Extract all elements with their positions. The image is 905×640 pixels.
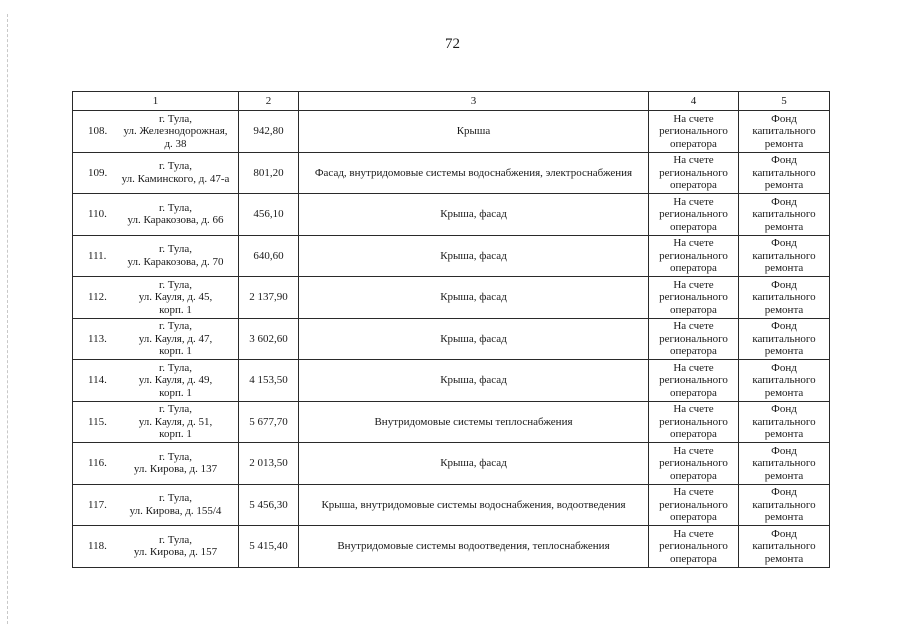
address-line: г. Тула, — [158, 243, 193, 256]
fund-source-line: ремонта — [764, 137, 804, 150]
account-owner-cell — [649, 318, 739, 360]
column-header: 5 — [739, 92, 830, 111]
work-type-cell: Крыша, фасад — [299, 360, 649, 402]
repair-schedule-table — [72, 91, 830, 568]
account-owner-line: оператора — [670, 345, 717, 357]
work-type-cell: Крыша, фасад — [299, 277, 649, 319]
fund-source-cell — [739, 277, 830, 319]
account-owner-line: оператора — [670, 511, 717, 523]
area-cell: 640,60 — [239, 235, 299, 277]
address-cell — [73, 277, 239, 319]
account-owner-line: На счете — [673, 403, 714, 415]
account-owner-line: оператора — [670, 469, 717, 482]
address-lines — [115, 362, 236, 400]
account-owner-line: регионального — [659, 540, 728, 552]
address-line: г. Тула, — [158, 403, 193, 415]
address-line: г. Тула, — [158, 492, 193, 505]
address-line: г. Тула, — [158, 533, 193, 546]
account-owner-line: оператора — [670, 220, 717, 233]
address-line: ул. Железнодорожная, — [123, 125, 228, 137]
address-line: ул. Кауля, д. 47, — [138, 332, 213, 345]
fund-source-line: Фонд — [771, 444, 797, 457]
work-type-cell: Крыша, фасад — [299, 194, 649, 236]
address-line: д. 38 — [164, 137, 187, 150]
row-number: 110. — [88, 208, 107, 220]
address-lines — [115, 279, 236, 317]
table-row — [73, 194, 830, 236]
address-cell — [73, 360, 239, 402]
address-cell — [73, 443, 239, 485]
fund-source-cell — [739, 111, 830, 153]
address-line: г. Тула, — [158, 361, 193, 374]
address-line: г. Тула, — [158, 320, 193, 332]
fund-source-line: Фонд — [771, 403, 797, 415]
account-owner-line: регионального — [659, 457, 728, 469]
fund-source-line: капитального — [752, 291, 816, 303]
table-row — [73, 152, 830, 194]
address-line: ул. Кауля, д. 45, — [138, 291, 213, 303]
fund-source-line: ремонта — [764, 220, 804, 233]
fund-source-line: Фонд — [771, 361, 797, 374]
area-cell: 456,10 — [239, 194, 299, 236]
account-owner-line: оператора — [670, 386, 717, 399]
fund-source-line: Фонд — [771, 320, 797, 332]
account-owner-line: регионального — [659, 332, 728, 345]
row-number: 108. — [88, 125, 108, 137]
column-header: 2 — [239, 92, 299, 111]
account-owner-cell — [649, 484, 739, 526]
address-cell — [73, 111, 239, 153]
fund-source-line: ремонта — [764, 428, 804, 440]
row-number: 115. — [88, 415, 107, 428]
account-owner-line: оператора — [670, 428, 717, 440]
address-cell — [73, 526, 239, 568]
table-row — [73, 360, 830, 402]
column-header: 3 — [299, 92, 649, 111]
address-line: ул. Кирова, д. 157 — [133, 546, 218, 559]
work-type-cell: Фасад, внутридомовые системы водоснабжения, электроснабжения — [299, 152, 649, 194]
row-number: 117. — [88, 498, 107, 511]
work-type-cell: Внутридомовые системы теплоснабжения — [299, 401, 649, 443]
address-line: корп. 1 — [159, 386, 192, 399]
fund-source-line: ремонта — [764, 303, 804, 316]
address-lines — [115, 492, 236, 517]
fund-source-cell — [739, 401, 830, 443]
fund-source-cell — [739, 526, 830, 568]
account-owner-cell — [649, 277, 739, 319]
address-line: корп. 1 — [159, 303, 192, 316]
work-type-cell: Крыша, фасад — [299, 235, 649, 277]
account-owner-cell — [649, 194, 739, 236]
account-owner-line: регионального — [659, 166, 728, 179]
fund-source-line: Фонд — [771, 154, 797, 166]
fund-source-line: Фонд — [771, 527, 797, 540]
account-owner-line: На счете — [673, 361, 714, 374]
fund-source-line: ремонта — [764, 262, 804, 274]
account-owner-line: регионального — [659, 125, 728, 137]
area-cell: 2 137,90 — [239, 277, 299, 319]
address-lines — [115, 160, 236, 185]
account-owner-line: оператора — [670, 179, 717, 191]
address-cell — [73, 194, 239, 236]
fund-source-line: Фонд — [771, 237, 797, 249]
account-owner-line: На счете — [673, 527, 714, 540]
work-type-cell: Крыша, внутридомовые системы водоснабжения, водоотведения — [299, 484, 649, 526]
address-cell — [73, 152, 239, 194]
account-owner-line: регионального — [659, 291, 728, 303]
address-lines — [115, 202, 236, 227]
account-owner-line: На счете — [673, 195, 714, 208]
work-type-cell: Внутридомовые системы водоотведения, теплоснабжения — [299, 526, 649, 568]
account-owner-line: оператора — [670, 303, 717, 316]
account-owner-cell — [649, 401, 739, 443]
account-owner-line: оператора — [670, 262, 717, 274]
fund-source-line: ремонта — [764, 511, 804, 523]
fund-source-line: капитального — [752, 540, 816, 552]
fund-source-cell — [739, 235, 830, 277]
fund-source-line: Фонд — [771, 112, 797, 125]
address-line: ул. Кирова, д. 155/4 — [129, 504, 222, 517]
account-owner-line: На счете — [673, 154, 714, 166]
table-row — [73, 318, 830, 360]
fund-source-line: капитального — [752, 249, 816, 262]
account-owner-line: регионального — [659, 249, 728, 262]
address-cell — [73, 401, 239, 443]
table-row — [73, 401, 830, 443]
account-owner-line: регионального — [659, 415, 728, 428]
fund-source-line: капитального — [752, 374, 816, 386]
address-line: ул. Кирова, д. 137 — [133, 463, 218, 476]
address-lines — [115, 320, 236, 358]
fund-source-line: капитального — [752, 415, 816, 428]
table-row — [73, 277, 830, 319]
account-owner-line: На счете — [673, 444, 714, 457]
area-cell: 5 677,70 — [239, 401, 299, 443]
address-line: ул. Кауля, д. 49, — [138, 374, 213, 386]
address-cell — [73, 484, 239, 526]
area-cell: 3 602,60 — [239, 318, 299, 360]
table-body — [73, 111, 830, 568]
account-owner-line: регионального — [659, 374, 728, 386]
table-row — [73, 111, 830, 153]
account-owner-line: На счете — [673, 486, 714, 498]
address-cell — [73, 235, 239, 277]
fund-source-line: капитального — [752, 166, 816, 179]
fund-source-line: капитального — [752, 125, 816, 137]
area-cell: 5 415,40 — [239, 526, 299, 568]
table-header — [73, 92, 830, 111]
account-owner-line: На счете — [673, 237, 714, 249]
fund-source-line: ремонта — [764, 345, 804, 357]
account-owner-line: На счете — [673, 278, 714, 291]
address-line: ул. Кауля, д. 51, — [138, 415, 213, 428]
address-lines — [115, 403, 236, 441]
account-owner-cell — [649, 152, 739, 194]
address-lines — [115, 451, 236, 476]
address-line: г. Тула, — [158, 450, 193, 463]
address-line: ул. Каракозова, д. 70 — [127, 255, 224, 268]
fund-source-line: капитального — [752, 332, 816, 345]
fund-source-line: ремонта — [764, 179, 804, 191]
fund-source-cell — [739, 194, 830, 236]
account-owner-line: оператора — [670, 552, 717, 565]
column-header: 4 — [649, 92, 739, 111]
area-cell: 5 456,30 — [239, 484, 299, 526]
column-header: 1 — [73, 92, 239, 111]
page-number: 72 — [445, 36, 460, 52]
table-row — [73, 443, 830, 485]
fund-source-cell — [739, 443, 830, 485]
row-number: 112. — [88, 291, 107, 303]
address-line: г. Тула, — [158, 278, 193, 291]
row-number: 116. — [88, 457, 107, 469]
row-number: 114. — [88, 374, 107, 386]
area-cell: 4 153,50 — [239, 360, 299, 402]
work-type-cell: Крыша — [299, 111, 649, 153]
account-owner-cell — [649, 526, 739, 568]
header-row — [73, 92, 830, 111]
fund-source-line: ремонта — [764, 386, 804, 399]
table-row — [73, 235, 830, 277]
fund-source-cell — [739, 152, 830, 194]
fund-source-line: Фонд — [771, 486, 797, 498]
table-row — [73, 484, 830, 526]
row-number: 111. — [88, 249, 107, 262]
account-owner-cell — [649, 360, 739, 402]
address-lines — [115, 243, 236, 268]
address-line: ул. Каракозова, д. 66 — [127, 214, 224, 227]
fund-source-line: ремонта — [764, 469, 804, 482]
row-number: 118. — [88, 540, 107, 552]
address-line: г. Тула, — [158, 112, 193, 125]
account-owner-cell — [649, 235, 739, 277]
work-type-cell: Крыша, фасад — [299, 318, 649, 360]
address-line: г. Тула, — [158, 201, 193, 214]
address-line: г. Тула, — [158, 160, 193, 173]
fund-source-line: ремонта — [764, 552, 804, 565]
account-owner-line: На счете — [673, 320, 714, 332]
fund-source-cell — [739, 360, 830, 402]
row-number: 109. — [88, 166, 108, 179]
account-owner-line: регионального — [659, 498, 728, 511]
address-line: корп. 1 — [159, 428, 192, 440]
fund-source-line: капитального — [752, 498, 816, 511]
account-owner-cell — [649, 443, 739, 485]
account-owner-line: оператора — [670, 137, 717, 150]
address-lines — [115, 113, 236, 151]
account-owner-cell — [649, 111, 739, 153]
address-line: ул. Каминского, д. 47-а — [121, 172, 230, 185]
fund-source-cell — [739, 484, 830, 526]
fund-source-line: капитального — [752, 457, 816, 469]
area-cell: 801,20 — [239, 152, 299, 194]
table-row — [73, 526, 830, 568]
area-cell: 942,80 — [239, 111, 299, 153]
margin-rule — [7, 14, 8, 624]
area-cell: 2 013,50 — [239, 443, 299, 485]
address-lines — [115, 534, 236, 559]
address-cell — [73, 318, 239, 360]
account-owner-line: регионального — [659, 208, 728, 220]
fund-source-line: Фонд — [771, 278, 797, 291]
fund-source-cell — [739, 318, 830, 360]
account-owner-line: На счете — [673, 112, 714, 125]
fund-source-line: Фонд — [771, 195, 797, 208]
address-line: корп. 1 — [159, 345, 192, 357]
row-number: 113. — [88, 332, 107, 345]
fund-source-line: капитального — [752, 208, 816, 220]
work-type-cell: Крыша, фасад — [299, 443, 649, 485]
